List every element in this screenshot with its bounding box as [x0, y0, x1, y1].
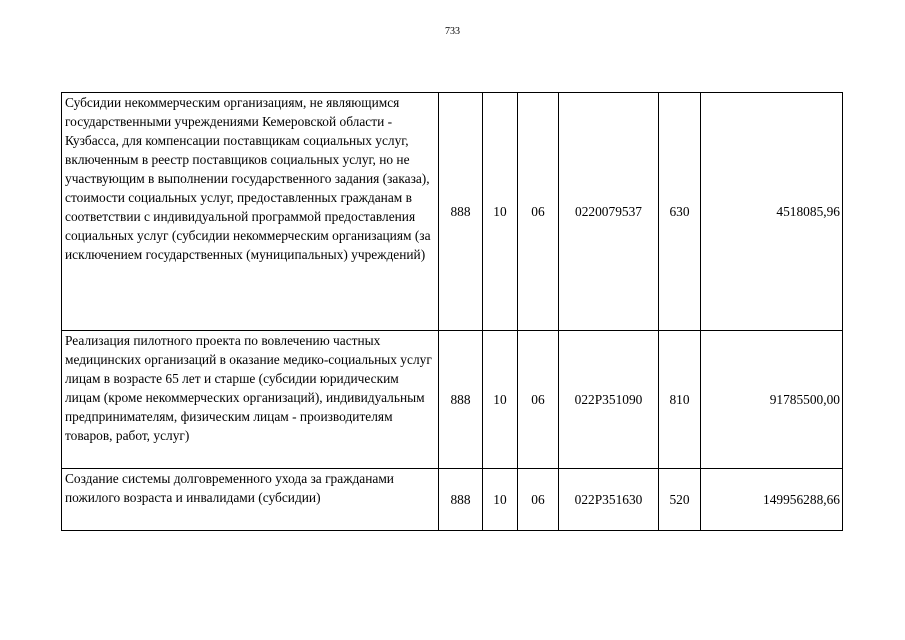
budget-table	[61, 92, 843, 531]
grbs-code-cell: 888	[439, 93, 483, 331]
expense-type-code-cell: 520	[659, 469, 701, 531]
target-article-code-cell: 0220079537	[559, 93, 659, 331]
expense-type-code-cell: 810	[659, 331, 701, 469]
subsection-code-cell: 06	[518, 93, 559, 331]
amount-cell: 149956288,66	[701, 469, 843, 531]
amount-cell: 91785500,00	[701, 331, 843, 469]
grbs-code-cell: 888	[439, 331, 483, 469]
section-code-cell: 10	[483, 93, 518, 331]
target-article-code-cell: 022P351630	[559, 469, 659, 531]
table-row	[62, 93, 843, 331]
subsection-code-cell: 06	[518, 469, 559, 531]
expense-name-cell: Субсидии некоммерческим организациям, не являющимся государственными учреждениями Кемеровской области - Кузбасса, для компенсации поставщикам социальных услуг, включенным в реестр поставщиков социальных услуг, но не участвующим в выполнении государственного задания (заказа), стоимости социальных услуг, предоставленных гражданам в соответствии с индивидуальной программой предоставления социальных услуг (субсидии некоммерческим организациям (за исключением государственных (муниципальных) учреждений)	[62, 93, 439, 331]
subsection-code-cell: 06	[518, 331, 559, 469]
amount-cell: 4518085,96	[701, 93, 843, 331]
expense-name-cell: Реализация пилотного проекта по вовлечению частных медицинских организаций в оказание медико-социальных услуг лицам в возрасте 65 лет и старше (субсидии юридическим лицам (кроме некоммерческих организаций), индивидуальным предпринимателям, физическим лицам - производителям товаров, работ, услуг)	[62, 331, 439, 469]
expense-type-code-cell: 630	[659, 93, 701, 331]
table-row	[62, 469, 843, 531]
section-code-cell: 10	[483, 469, 518, 531]
target-article-code-cell: 022P351090	[559, 331, 659, 469]
section-code-cell: 10	[483, 331, 518, 469]
page-number: 733	[445, 26, 460, 37]
table-row	[62, 331, 843, 469]
grbs-code-cell: 888	[439, 469, 483, 531]
expense-name-cell: Создание системы долговременного ухода за гражданами пожилого возраста и инвалидами (субсидии)	[62, 469, 439, 531]
